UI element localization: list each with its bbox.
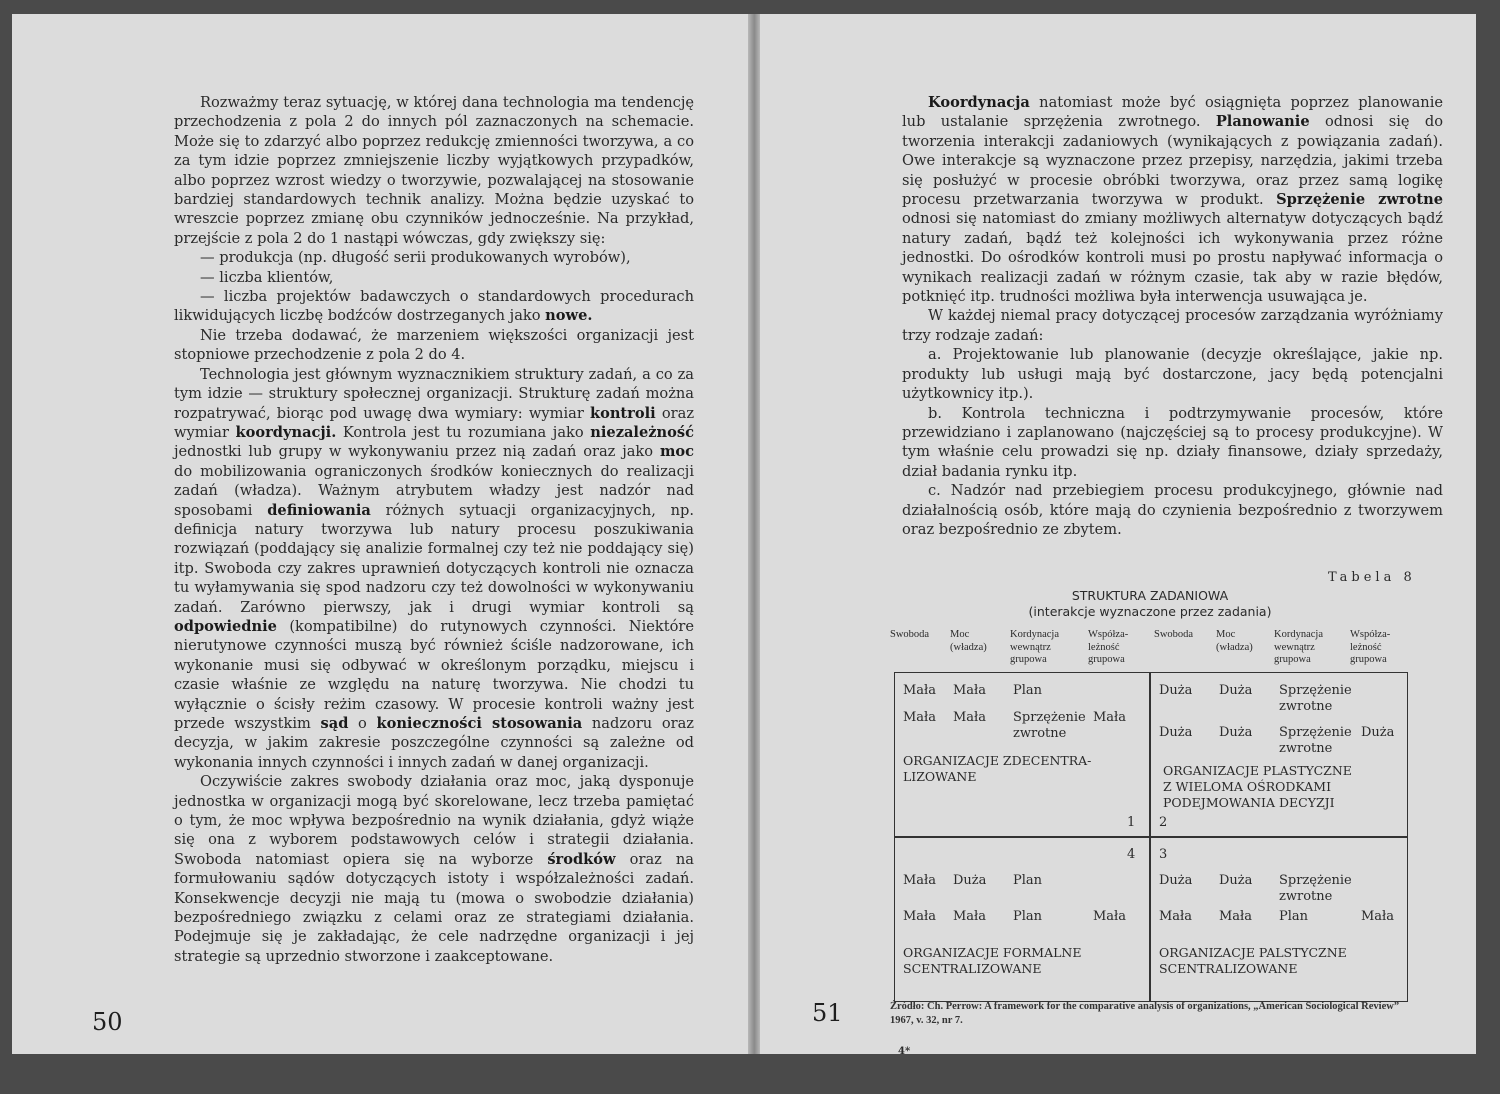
quadrant-1-cell: Plan xyxy=(1013,683,1043,698)
quadrant-1-caption: ORGANIZACJE ZDECENTRA- LIZOWANE xyxy=(903,753,1092,784)
quadrant-2-cell: Duża xyxy=(1219,683,1253,698)
quadrant-1-cell: Mała xyxy=(953,710,987,725)
quadrant-2-cell: Duża xyxy=(1159,725,1193,740)
quadrant-3-cell: Duża xyxy=(1219,873,1253,888)
table-label: Tabela 8 xyxy=(1328,570,1416,585)
table-header-right-1: Swoboda xyxy=(1154,629,1194,640)
page-number-left: 50 xyxy=(92,1008,123,1036)
quadrant-2-cell: Duża xyxy=(1219,725,1253,740)
table-title: STRUKTURA ZADANIOWA xyxy=(1071,588,1229,603)
left-page-paragraph: — liczba klientów, xyxy=(200,268,334,286)
quadrant-4-cell: Mała xyxy=(903,909,937,924)
left-page-paragraph: — produkcja (np. długość serii produkowanych wyrobów), xyxy=(200,249,631,267)
quadrant-1-cell: Mała xyxy=(903,683,937,698)
quadrant-2-caption: ORGANIZACJE PLASTYCZNE Z WIELOMA OŚRODKAMI PODEJMOWANIA DECYZJI xyxy=(1163,763,1352,810)
left-page-body xyxy=(174,93,694,966)
quadrant-2-cell: Duża xyxy=(1361,725,1395,740)
table-subtitle: (interakcje wyznaczone przez zadania) xyxy=(1028,604,1272,619)
left-page-paragraph: Technologia jest głównym wyznacznikiem struktury zadań, a co za tym idzie — struktury społecznej organizacji. Strukturę zadań można rozpatrywać, biorąc pod uwagę dwa wymiary: wymiar kontroli oraz wymiar koordynacji. Kontrola jest tu rozumiana jako niezależność jednostki lub grupy w wykonywaniu przez nią zadań oraz jako moc do mobilizowania ograniczonych środków koniecznych do realizacji zadań (władza). Ważnym atrybutem władzy jest nadzór nad sposobami definiowania różnych sytuacji organizacyjnych, np. definicja natury tworzywa lub natury procesu poszukiwania rozwiązań (poddający się analizie formalnej czy też nie poddający się) itp. Swoboda czy zakres uprawnień dotyczących kontroli nie oznacza tu wyłamywania się spod nadzoru czy też dowolności w wykonywaniu zadań. Zarówno pierwszy, jak i drugi wymiar kontroli są odpowiednie (kompatibilne) do rutynowych czynności. Niektóre nierutynowe czynności muszą być również ściśle nadzorowane, ich wykonanie musi się odbywać w określonym porządku, miejscu i czasie właśnie ze względu na naturę tworzywa. Nie chodzi tu wyłącznie o ścisły reżim czasowy. W procesie kontroli ważny jest przede wszystkim sąd o konieczności stosowania nadzoru oraz decyzja, w jakim zakresie poszczególne czynności są zależne od wykonania innych czynności i innych zadań w danej organizacji. xyxy=(174,365,695,771)
left-page xyxy=(12,14,750,1054)
right-page-paragraph: a. Projektowanie lub planowanie (decyzje określające, jakie np. produkty lub usługi mają być dostarczone, jacy będą potencjalni użytkownicy itp.). xyxy=(902,346,1443,403)
quadrant-4-cell: Plan xyxy=(1013,873,1043,888)
quadrant-1-cell: Mała xyxy=(953,683,987,698)
quadrant-1-cell: Mała xyxy=(1093,710,1127,725)
table-source-note: Źródło: Ch. Perrow: A framework for the comparative analysis of organizations, „American Sociological Review” 1967, v. 32, nr 7. xyxy=(890,1001,1400,1026)
page-number-right: 51 xyxy=(812,999,843,1027)
quadrant-2-cell: Duża xyxy=(1159,683,1193,698)
signature-mark: 4* xyxy=(898,1046,911,1057)
structure-table xyxy=(894,672,1408,1002)
table-header-left-4: Współza- leżność grupowa xyxy=(1088,629,1129,665)
quadrant-3-cell: Mała xyxy=(1219,909,1253,924)
right-page-body xyxy=(902,93,1443,539)
quadrant-3-cell: Duża xyxy=(1159,873,1193,888)
right-page-paragraph: b. Kontrola techniczna i podtrzymywanie procesów, które przewidziano i zaplanowano (najczęściej są to procesy produkcyjne). W tym właśnie celu prowadzi się np. działy finansowe, działy sprzedaży, dział badania rynku itp. xyxy=(902,404,1443,480)
left-page-paragraph: Rozważmy teraz sytuację, w której dana technologia ma tendencję przechodzenia z pola 2 do innych pól zaznaczonych na schemacie. Może się to zdarzyć albo poprzez redukcję zmienności tworzywa, a co za tym idzie poprzez zmniejszenie liczby wyjątkowych przypadków, albo poprzez wzrost wiedzy o tworzywie, pozwalającej na stosowanie bardziej standardowych technik analizy. Można będzie uzyskać to wreszcie poprzez zmianę obu czynników jednocześnie. Na przykład, przejście z pola 2 do 1 nastąpi wówczas, gdy zwiększy się: xyxy=(174,94,694,247)
table-header-right-2: Moc (władza) xyxy=(1216,629,1253,653)
quadrant-4-number: 4 xyxy=(1127,847,1136,862)
right-page-paragraph: W każdej niemal pracy dotyczącej procesów zarządzania wyróżniamy trzy rodzaje zadań: xyxy=(902,307,1443,344)
table-title-block xyxy=(890,588,1410,620)
quadrant-2-cell: Sprzężenie zwrotne xyxy=(1279,725,1352,756)
quadrant-3-number: 3 xyxy=(1159,847,1168,862)
table-header-left-1: Swoboda xyxy=(890,629,930,640)
left-page-paragraph: Oczywiście zakres swobody działania oraz moc, jaką dysponuje jednostka w organizacji mogą być skorelowane, lecz trzeba pamiętać o tym, że moc wpływa bezpośrednio na wynik działania, gdyż wiąże się ona z wyborem podstawowych celów i strategii działania. Swoboda natomiast opiera się na wyborze środków oraz na formułowaniu sądów dotyczących istoty i współzależności zadań. Konsekwencje decyzji nie mają tu (mowa o swobodzie działania) bezpośredniego związku z celami oraz ze strategiami działania. Podejmuje się je zakładając, że cele nadrzędne organizacji i jej strategie są uprzednio stworzone i zaakceptowane. xyxy=(174,773,694,965)
quadrant-3-cell: Mała xyxy=(1159,909,1193,924)
quadrant-3-cell: Sprzężenie zwrotne xyxy=(1279,873,1352,904)
quadrant-1-cell: Sprzężenie zwrotne xyxy=(1013,710,1086,741)
table-header-left-3: Kordynacja wewnątrz grupowa xyxy=(1010,629,1059,665)
quadrant-2-cell: Sprzężenie zwrotne xyxy=(1279,683,1352,714)
quadrant-1-number: 1 xyxy=(1127,815,1136,830)
right-page-paragraph: c. Nadzór nad przebiegiem procesu produkcyjnego, głównie nad działalnością osób, które mają do czynienia bezpośrednio z tworzywem oraz bezpośrednio ze zbytem. xyxy=(902,482,1443,538)
right-page xyxy=(760,14,1476,1057)
table-header-left-2: Moc (władza) xyxy=(950,629,987,653)
quadrant-3-caption: ORGANIZACJE PALSTYCZNE SCENTRALIZOWANE xyxy=(1159,945,1347,976)
quadrant-2-number: 2 xyxy=(1159,815,1168,830)
table-horizontal-divider xyxy=(895,836,1407,838)
table-header-right-4: Współza- leżność grupowa xyxy=(1350,629,1391,665)
quadrant-3-cell: Plan xyxy=(1279,909,1309,924)
left-page-paragraph: Nie trzeba dodawać, że marzeniem większości organizacji jest stopniowe przechodzenie z pola 2 do 4. xyxy=(174,326,694,364)
right-page-paragraph: Koordynacja natomiast może być osiągnięta poprzez planowanie lub ustalanie sprzężenia zwrotnego. Planowanie odnosi się do tworzenia interakcji zadaniowych (wynikających z powiązania zadań). Owe interakcje są wyznaczone przez przepisy, narzędzia, jakimi trzeba się posłużyć w procesie obróbki tworzywa, oraz przez samą logikę procesu przetwarzania tworzywa w produkt. Sprzężenie zwrotne odnosi się natomiast do zmiany możliwych alternatyw dotyczących bądź natury zadań, bądź też kolejności ich wykonywania przez różne jednostki. Do ośrodków kontroli musi po prostu napływać informacja o wynikach realizacji zadań w różnym czasie, tak aby w razie błędów, potknięć itp. trudności możliwa była interwencja usuwająca je. xyxy=(902,94,1443,306)
quadrant-4-cell: Mała xyxy=(953,909,987,924)
table-header-right-3: Kordynacja wewnątrz grupowa xyxy=(1274,629,1323,665)
quadrant-4-cell: Plan xyxy=(1013,909,1043,924)
quadrant-4-cell: Mała xyxy=(1093,909,1127,924)
quadrant-4-caption: ORGANIZACJE FORMALNE SCENTRALIZOWANE xyxy=(903,945,1082,976)
quadrant-1-cell: Mała xyxy=(903,710,937,725)
quadrant-4-cell: Mała xyxy=(903,873,937,888)
left-page-paragraph: — liczba projektów badawczych o standardowych procedurach likwidujących liczbę bodźców dostrzeganych jako nowe. xyxy=(174,288,694,325)
quadrant-3-cell: Mała xyxy=(1361,909,1395,924)
quadrant-4-cell: Duża xyxy=(953,873,987,888)
